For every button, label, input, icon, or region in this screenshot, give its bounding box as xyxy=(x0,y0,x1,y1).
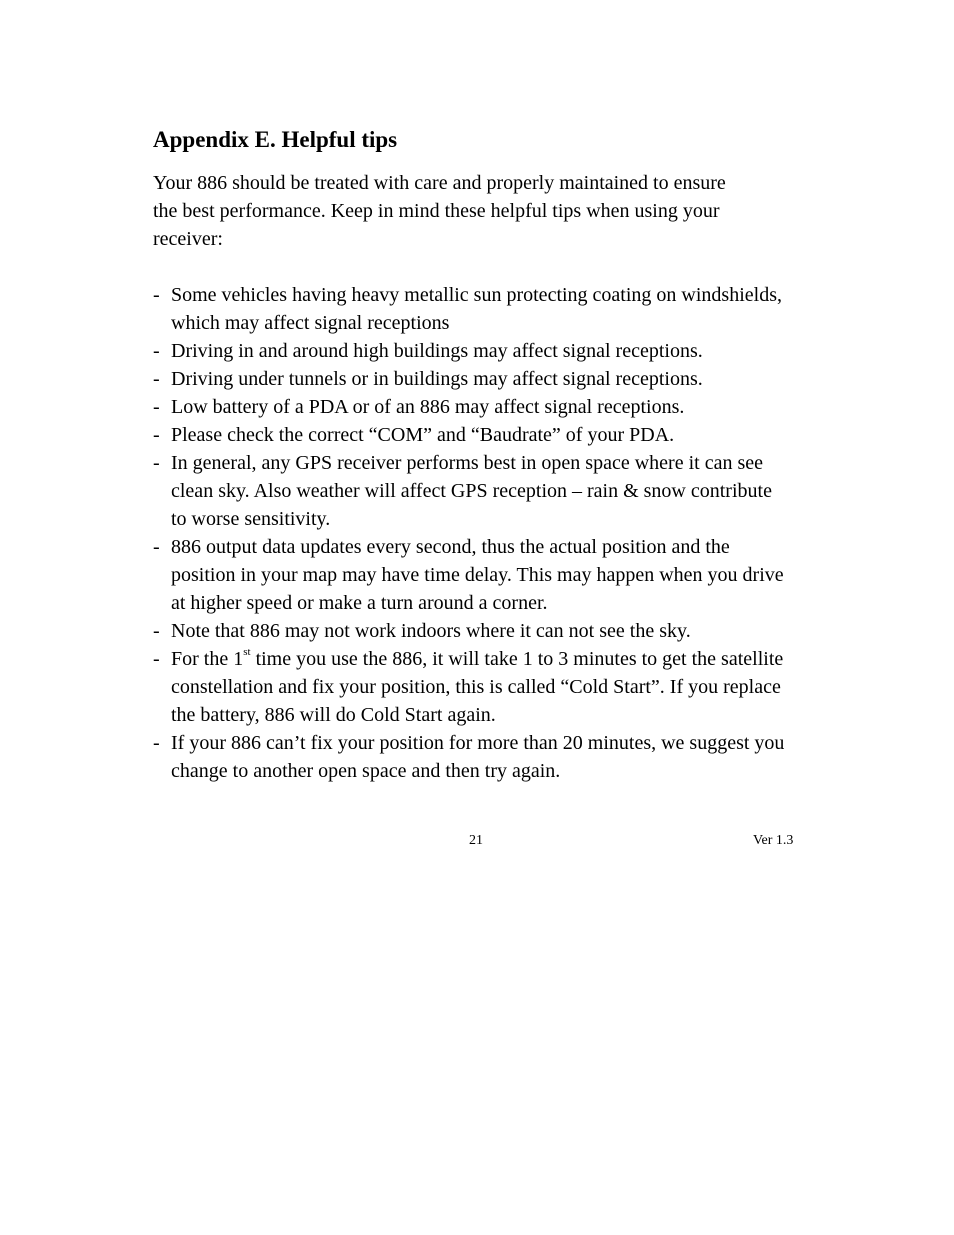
bullet-dash: - xyxy=(153,648,160,670)
page-number: 21 xyxy=(469,833,483,848)
intro-line: Your 886 should be treated with care and properly maintained to ensure xyxy=(153,172,726,194)
ordinal-superscript: st xyxy=(243,646,251,659)
bullet-dash: - xyxy=(153,452,160,474)
tip-line: to worse sensitivity. xyxy=(171,508,331,530)
tip-text: For the 1 xyxy=(171,648,244,670)
tip-line xyxy=(171,645,853,673)
tip-line: Some vehicles having heavy metallic sun protecting coating on windshields, xyxy=(171,284,782,306)
tip-line: change to another open space and then try again. xyxy=(171,760,561,782)
bullet-dash: - xyxy=(153,620,160,642)
bullet-dash: - xyxy=(153,424,160,446)
tip-item xyxy=(153,393,853,421)
tip-line: 886 output data updates every second, thus the actual position and the xyxy=(171,536,730,558)
page-title: Appendix E. Helpful tips xyxy=(153,127,398,152)
tip-item xyxy=(153,421,853,449)
tip-line: the battery, 886 will do Cold Start again. xyxy=(171,704,496,726)
tip-line: position in your map may have time delay. This may happen when you drive xyxy=(171,564,784,586)
tip-line: In general, any GPS receiver performs best in open space where it can see xyxy=(171,452,763,474)
tip-line: constellation and fix your position, this is called “Cold Start”. If you replace xyxy=(171,676,781,698)
tip-line: Driving under tunnels or in buildings may affect signal receptions. xyxy=(171,368,703,390)
tip-item xyxy=(153,533,853,617)
tip-item xyxy=(153,617,853,645)
tip-item xyxy=(153,645,853,729)
tip-line: If your 886 can’t fix your position for more than 20 minutes, we suggest you xyxy=(171,732,785,754)
tip-line: Driving in and around high buildings may affect signal receptions. xyxy=(171,340,703,362)
intro-line: receiver: xyxy=(153,228,223,250)
bullet-dash: - xyxy=(153,732,160,754)
intro-paragraph xyxy=(153,169,793,253)
tip-line: at higher speed or make a turn around a corner. xyxy=(171,592,548,614)
intro-line: the best performance. Keep in mind these helpful tips when using your xyxy=(153,200,720,222)
tip-item xyxy=(153,729,853,785)
bullet-dash: - xyxy=(153,284,160,306)
tip-item xyxy=(153,449,853,533)
tip-item xyxy=(153,365,853,393)
tip-text: time you use the 886, it will take 1 to 3 minutes to get the satellite xyxy=(250,648,784,670)
tip-line: clean sky. Also weather will affect GPS reception – rain & snow contribute xyxy=(171,480,772,502)
tips-list xyxy=(153,281,853,785)
bullet-dash: - xyxy=(153,368,160,390)
tip-line: which may affect signal receptions xyxy=(171,312,450,334)
bullet-dash: - xyxy=(153,536,160,558)
bullet-dash: - xyxy=(153,340,160,362)
tip-item xyxy=(153,337,853,365)
tip-line: Low battery of a PDA or of an 886 may affect signal receptions. xyxy=(171,396,685,418)
tip-line: Please check the correct “COM” and “Baudrate” of your PDA. xyxy=(171,424,675,446)
tip-item xyxy=(153,281,853,337)
tip-line: Note that 886 may not work indoors where it can not see the sky. xyxy=(171,620,691,642)
bullet-dash: - xyxy=(153,396,160,418)
version-label: Ver 1.3 xyxy=(753,833,794,848)
